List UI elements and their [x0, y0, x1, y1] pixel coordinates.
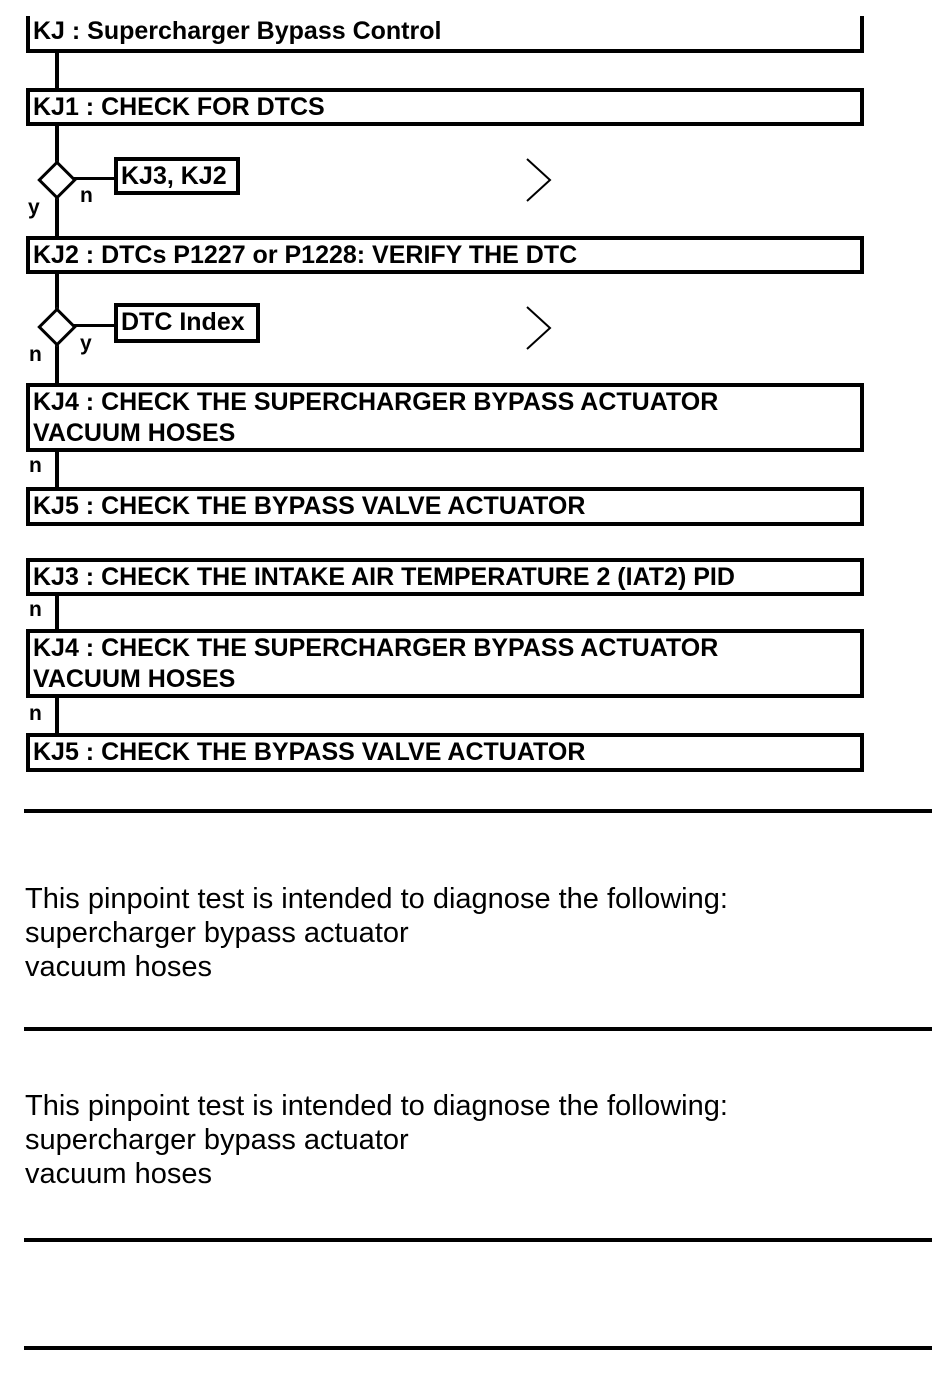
- decision-2-yes-label: y: [80, 332, 92, 355]
- description-note: [25, 1089, 728, 1191]
- flow-title-box: [26, 16, 864, 53]
- divider: [24, 1027, 932, 1031]
- branch-dtc-index-box[interactable]: [114, 303, 260, 343]
- step-kj2-box[interactable]: [26, 236, 864, 274]
- note-line: supercharger bypass actuator: [25, 917, 409, 949]
- connector-line: [55, 452, 59, 488]
- step-kj4-box[interactable]: [26, 383, 864, 452]
- step-kj5-label: KJ5 : CHECK THE BYPASS VALVE ACTUATOR: [33, 492, 586, 520]
- decision-1-yes-label: y: [28, 196, 40, 219]
- step-kj5-box[interactable]: [26, 487, 864, 526]
- kj3-no-label: n: [29, 598, 42, 621]
- branch-kj3-kj2-box[interactable]: [114, 157, 240, 195]
- decision-1-no-label: n: [80, 184, 93, 207]
- connector-line: [55, 53, 59, 88]
- step-kj4-label-line2: VACUUM HOSES: [33, 419, 236, 447]
- divider: [24, 809, 932, 813]
- branch-dtc-index-label: DTC Index: [121, 308, 245, 336]
- step-kj4-label-line2: VACUUM HOSES: [33, 665, 236, 693]
- kj4-no-label: n: [29, 702, 42, 725]
- note-line: vacuum hoses: [25, 951, 212, 983]
- flow-title: KJ : Supercharger Bypass Control: [33, 17, 442, 45]
- step-kj1-label: KJ1 : CHECK FOR DTCS: [33, 93, 325, 121]
- step-kj3-label: KJ3 : CHECK THE INTAKE AIR TEMPERATURE 2 (IAT2) PID: [33, 563, 735, 591]
- step-kj2-label: KJ2 : DTCs P1227 or P1228: VERIFY THE DTC: [33, 241, 578, 269]
- decision-diamond-1: [37, 160, 77, 200]
- step-kj3-box[interactable]: [26, 558, 864, 596]
- step-kj4-box[interactable]: [26, 629, 864, 698]
- note-line: This pinpoint test is intended to diagnose the following:: [25, 883, 728, 915]
- decision-diamond-2: [37, 307, 77, 347]
- divider: [24, 1346, 932, 1350]
- description-note: [25, 882, 728, 984]
- step-kj5-box[interactable]: [26, 733, 864, 772]
- branch-line-1: [73, 177, 116, 180]
- kj4-no-label: n: [29, 454, 42, 477]
- branch-line-2: [73, 324, 116, 327]
- step-kj5-label: KJ5 : CHECK THE BYPASS VALVE ACTUATOR: [33, 738, 586, 766]
- branch-kj3-kj2-label: KJ3, KJ2: [121, 162, 227, 190]
- decision-2-no-label: n: [29, 343, 42, 366]
- chevron-right-icon[interactable]: [524, 157, 554, 203]
- chevron-right-icon[interactable]: [524, 305, 554, 351]
- connector-line: [55, 596, 59, 630]
- connector-line: [55, 698, 59, 734]
- step-kj4-label-line1: KJ4 : CHECK THE SUPERCHARGER BYPASS ACTUATOR: [33, 634, 719, 662]
- note-line: vacuum hoses: [25, 1158, 212, 1190]
- note-line: This pinpoint test is intended to diagnose the following:: [25, 1090, 728, 1122]
- step-kj4-label-line1: KJ4 : CHECK THE SUPERCHARGER BYPASS ACTUATOR: [33, 388, 719, 416]
- divider: [24, 1238, 932, 1242]
- note-line: supercharger bypass actuator: [25, 1124, 409, 1156]
- step-kj1-box[interactable]: [26, 88, 864, 126]
